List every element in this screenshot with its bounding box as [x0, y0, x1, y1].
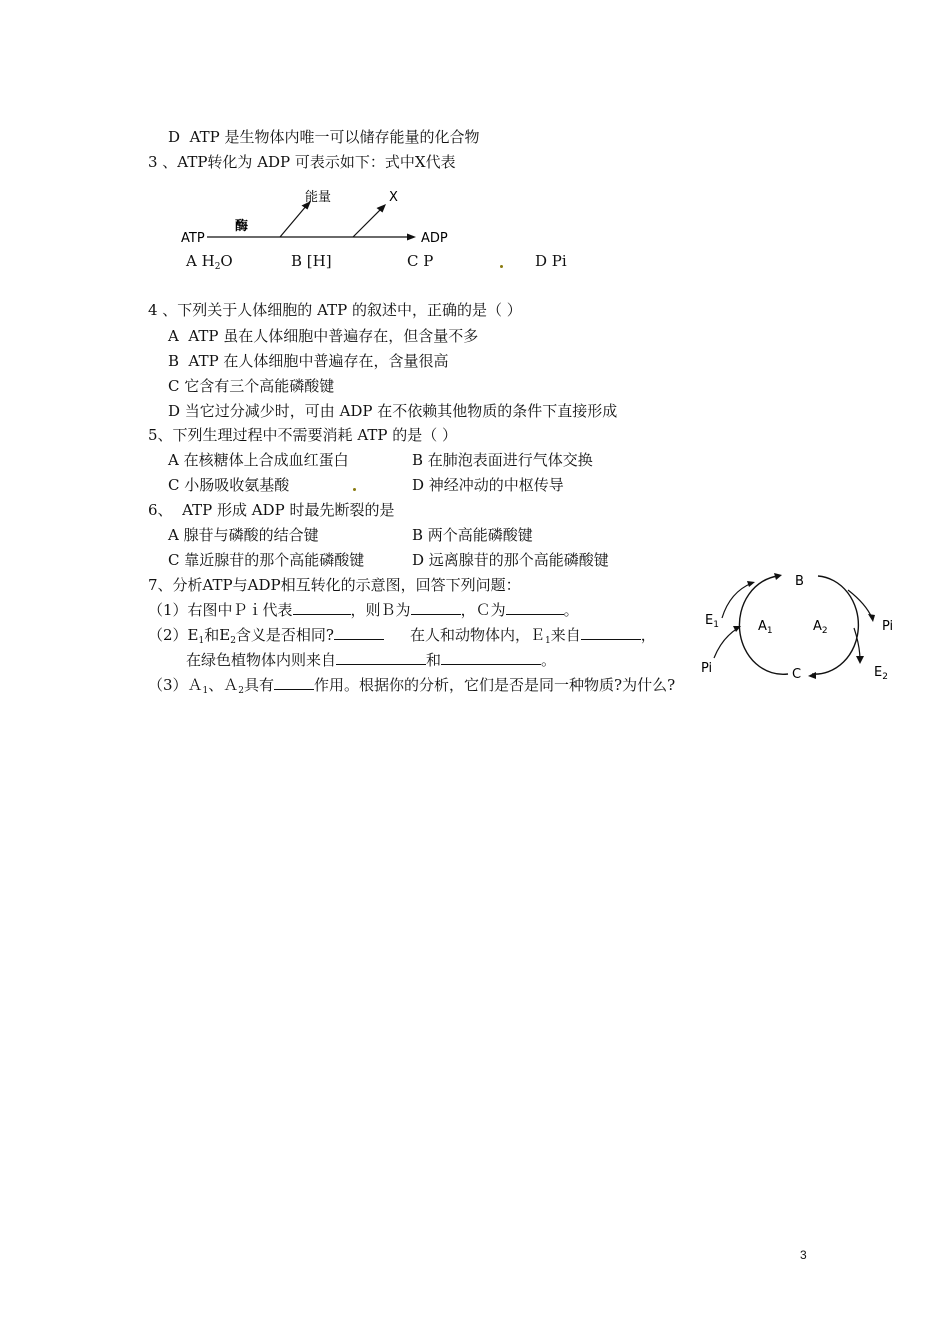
q3-option-d: D Pi [535, 252, 567, 270]
e1-input-arrowhead [747, 581, 755, 587]
q2-option-d: D ATP 是生物体内唯一可以储存能量的化合物 [168, 128, 480, 146]
q3-option-b: B [H] [291, 252, 332, 270]
q7-part1: （1）右图中Ｐｉ代表 ，则Ｂ为 ，Ｃ为 。 [148, 601, 579, 619]
pi-output-arrow [848, 590, 872, 618]
answer-blank[interactable] [336, 650, 426, 665]
x-branch-arrowhead [377, 204, 387, 213]
answer-blank[interactable] [293, 600, 351, 615]
cycle-b-label: B [795, 574, 804, 589]
q5-option-d: D 神经冲动的中枢传导 [412, 476, 564, 494]
q5-stem: 5、下列生理过程中不需要消耗 ATP 的是（ ） [148, 426, 457, 444]
q4-option-c: C 它含有三个高能磷酸键 [168, 377, 335, 395]
pi-output-arrowhead [868, 614, 875, 622]
cycle-a1-label: $A_1$ [758, 619, 773, 636]
cycle-pi-left-label: Pi [701, 661, 713, 676]
q3-option-a: A $H_2O$ [186, 252, 233, 272]
q7-part3: （3）Ａ$_1$、Ａ$_2$具有 作用。根据你的分析，它们是否是同一种物质?为什么? [148, 676, 676, 696]
reaction-arrowhead-main [407, 234, 416, 241]
q5-option-c: C 小肠吸收氨基酸 [168, 476, 290, 494]
q7-part2: $(2)E_1$和$E_2$含义是否相同? 在人和动物体内，Ｅ$_1$来自 ， [148, 626, 656, 646]
x-branch-line [353, 208, 382, 237]
answer-blank[interactable] [506, 600, 564, 615]
atp-adp-cycle-diagram [700, 568, 910, 688]
cycle-left-arrowhead [774, 573, 782, 580]
answer-blank[interactable] [441, 650, 541, 665]
diagram-x-label: X [389, 190, 398, 205]
page-number: 3 [800, 1248, 807, 1262]
answer-blank[interactable] [581, 625, 641, 640]
answer-blank[interactable] [411, 600, 461, 615]
q6-option-a: A 腺苷与磷酸的结合键 [168, 526, 319, 544]
stray-dot-mark [353, 488, 356, 491]
cycle-e2-label: $E_2$ [874, 665, 888, 682]
q5-option-a: A 在核糖体上合成血红蛋白 [168, 451, 349, 469]
cycle-pi-right-label: Pi [882, 619, 894, 634]
diagram-energy-label: 能量 [305, 190, 332, 205]
answer-blank[interactable] [274, 675, 314, 690]
q3-option-c: C P [407, 252, 434, 270]
q7-part2-cont: 在绿色植物体内则来自 和 。 [186, 651, 557, 669]
q4-option-d: D 当它过分减少时，可由 ADP 在不依赖其他物质的条件下直接形成 [168, 402, 618, 420]
cycle-c-label: C [792, 667, 802, 682]
diagram-enzyme-label: 酶 [235, 219, 249, 234]
q6-option-b: B 两个高能磷酸键 [412, 526, 533, 544]
energy-branch-line [280, 205, 307, 237]
q7-stem: 7、分析ATP与ADP相互转化的示意图，回答下列问题： [148, 576, 521, 594]
cycle-e1-label: $E_1$ [705, 613, 719, 630]
q3-reaction-diagram [175, 188, 475, 248]
q4-option-b: B ATP 在人体细胞中普遍存在，含量很高 [168, 352, 449, 370]
answer-blank[interactable] [334, 625, 384, 640]
q5-option-b: B 在肺泡表面进行气体交换 [412, 451, 593, 469]
q6-option-d: D 远离腺苷的那个高能磷酸键 [412, 551, 609, 569]
pi-input-arrow [714, 628, 738, 658]
q6-option-c: C 靠近腺苷的那个高能磷酸键 [168, 551, 365, 569]
q3-stem: 3 、ATP转化为 ADP 可表示如下：式中X代表 [148, 153, 456, 171]
cycle-right-arrowhead [808, 672, 816, 679]
q4-stem: 4 、下列关于人体细胞的 ATP 的叙述中，正确的是（ ） [148, 301, 522, 319]
q4-option-a: A ATP 虽在人体细胞中普遍存在，但含量不多 [168, 327, 479, 345]
diagram-adp-label: ADP [421, 231, 448, 246]
diagram-atp-label: ATP [181, 231, 205, 246]
q6-stem: 6、 ATP 形成 ADP 时最先断裂的是 [148, 501, 395, 519]
stray-dot-mark [500, 265, 503, 268]
e1-input-arrow [722, 583, 752, 618]
cycle-a2-label: $A_2$ [813, 619, 828, 636]
e2-output-arrowhead [856, 656, 864, 664]
